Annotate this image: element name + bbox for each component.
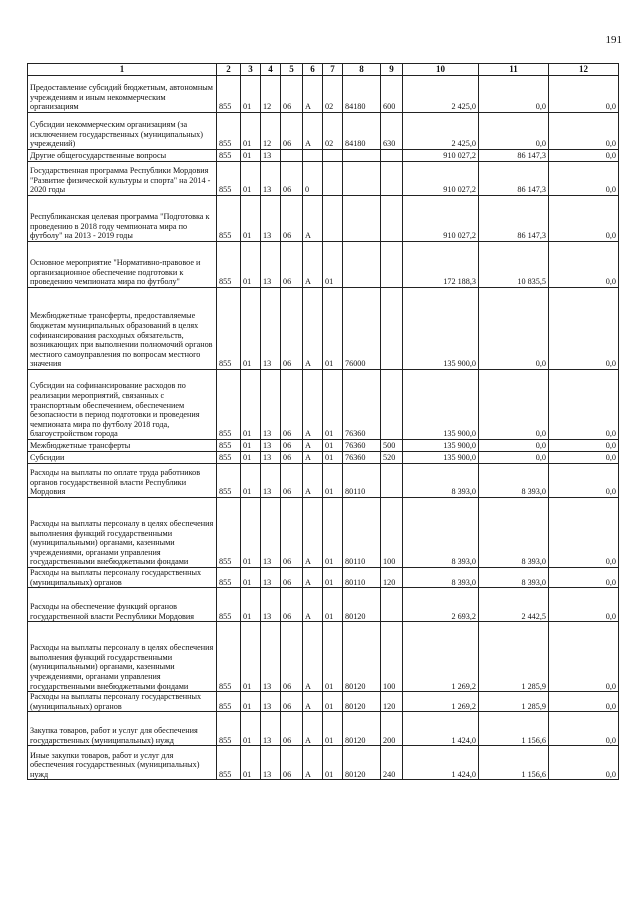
direction-code: 76360: [343, 452, 381, 464]
ministry-code: 855: [217, 370, 241, 440]
subsection-code: 13: [261, 464, 281, 498]
amount-col-10: 2 693,2: [403, 588, 479, 622]
amount-col-12: 0,0: [549, 498, 619, 568]
amount-col-12: 0,0: [549, 113, 619, 150]
row-description: Межбюджетные трансферты, предоставляемые бюджетам муниципальных образований в целях софинансирования расходных обязательств, возникающих при выполнении полномочий органов местного самоуправления по вопросам местного значения: [28, 288, 217, 370]
amount-col-10: 1 269,2: [403, 622, 479, 692]
section-code: 01: [241, 370, 261, 440]
event-code: 01: [323, 622, 343, 692]
row-description: Расходы на выплаты персоналу государственных (муниципальных) органов: [28, 568, 217, 588]
direction-code: [343, 196, 381, 242]
program-code: 06: [281, 76, 303, 113]
event-code: [323, 162, 343, 196]
table-row: [28, 370, 619, 440]
program-code: 06: [281, 288, 303, 370]
subprogram-code: А: [303, 588, 323, 622]
subsection-code: 13: [261, 568, 281, 588]
table-row: [28, 242, 619, 288]
event-code: 02: [323, 113, 343, 150]
direction-code: 84180: [343, 76, 381, 113]
direction-code: 80110: [343, 568, 381, 588]
subprogram-code: А: [303, 76, 323, 113]
table-row: [28, 692, 619, 712]
ministry-code: 855: [217, 692, 241, 712]
row-description: Государственная программа Республики Мордовия "Развитие физической культуры и спорта" на 2014 - 2020 годы: [28, 162, 217, 196]
expense-type-code: [381, 196, 403, 242]
subprogram-code: А: [303, 288, 323, 370]
program-code: 06: [281, 113, 303, 150]
row-description: Иные закупки товаров, работ и услуг для обеспечения государственных (муниципальных) нужд: [28, 746, 217, 780]
ministry-code: 855: [217, 113, 241, 150]
expense-type-code: [381, 242, 403, 288]
amount-col-11: 1 156,6: [479, 746, 549, 780]
section-code: 01: [241, 440, 261, 452]
column-header: 5: [281, 64, 303, 76]
amount-col-10: 135 900,0: [403, 440, 479, 452]
column-header: 7: [323, 64, 343, 76]
direction-code: 80110: [343, 464, 381, 498]
row-description: Основное мероприятие "Нормативно-правовое и организационное обеспечение подготовки к проведению чемпионата мира по футболу": [28, 242, 217, 288]
direction-code: 80120: [343, 712, 381, 746]
section-code: 01: [241, 196, 261, 242]
subsection-code: 13: [261, 242, 281, 288]
table-row: [28, 452, 619, 464]
event-code: [323, 196, 343, 242]
expense-type-code: [381, 588, 403, 622]
amount-col-12: 0,0: [549, 692, 619, 712]
amount-col-11: 8 393,0: [479, 498, 549, 568]
expense-type-code: 100: [381, 622, 403, 692]
table-row: [28, 746, 619, 780]
section-code: 01: [241, 162, 261, 196]
row-description: Субсидии: [28, 452, 217, 464]
direction-code: 80120: [343, 622, 381, 692]
direction-code: 76360: [343, 370, 381, 440]
event-code: [323, 150, 343, 162]
amount-col-12: 0,0: [549, 588, 619, 622]
event-code: 01: [323, 498, 343, 568]
direction-code: [343, 150, 381, 162]
amount-col-12: 0,0: [549, 242, 619, 288]
row-description: Субсидии на софинансирование расходов по реализации мероприятий, связанных с транспортным обеспечением, обеспечением безопасности в период подготовки и проведения чемпионата мира по футболу 2018 года, благоустройством города: [28, 370, 217, 440]
table-row: [28, 76, 619, 113]
subsection-code: 13: [261, 746, 281, 780]
event-code: 01: [323, 288, 343, 370]
amount-col-11: 86 147,3: [479, 196, 549, 242]
subprogram-code: 0: [303, 162, 323, 196]
program-code: 06: [281, 498, 303, 568]
direction-code: [343, 242, 381, 288]
amount-col-11: 0,0: [479, 288, 549, 370]
section-code: 01: [241, 692, 261, 712]
page-number: 191: [605, 34, 622, 46]
row-description: Расходы на выплаты персоналу государственных (муниципальных) органов: [28, 692, 217, 712]
direction-code: 80120: [343, 588, 381, 622]
subprogram-code: А: [303, 622, 323, 692]
column-header: 9: [381, 64, 403, 76]
ministry-code: 855: [217, 452, 241, 464]
event-code: 01: [323, 440, 343, 452]
section-code: 01: [241, 288, 261, 370]
amount-col-11: 8 393,0: [479, 464, 549, 498]
expense-type-code: 500: [381, 440, 403, 452]
row-description: Расходы на выплаты по оплате труда работников органов государственной власти Республики Мордовия: [28, 464, 217, 498]
budget-table: [27, 63, 619, 780]
subprogram-code: А: [303, 692, 323, 712]
program-code: 06: [281, 440, 303, 452]
amount-col-10: 172 188,3: [403, 242, 479, 288]
amount-col-11: 8 393,0: [479, 568, 549, 588]
section-code: 01: [241, 452, 261, 464]
column-header: 11: [479, 64, 549, 76]
subsection-code: 13: [261, 452, 281, 464]
table-row: [28, 162, 619, 196]
amount-col-11: 86 147,3: [479, 150, 549, 162]
subsection-code: 13: [261, 588, 281, 622]
subprogram-code: А: [303, 712, 323, 746]
expense-type-code: 630: [381, 113, 403, 150]
amount-col-12: 0,0: [549, 196, 619, 242]
amount-col-11: 0,0: [479, 76, 549, 113]
direction-code: [343, 162, 381, 196]
row-description: Расходы на выплаты персоналу в целях обеспечения выполнения функций государственными (муниципальными) органами, казенными учреждениями, органами управления государственными внебюджетными фондами: [28, 622, 217, 692]
amount-col-11: 0,0: [479, 113, 549, 150]
ministry-code: 855: [217, 288, 241, 370]
ministry-code: 855: [217, 150, 241, 162]
row-description: Межбюджетные трансферты: [28, 440, 217, 452]
event-code: 01: [323, 712, 343, 746]
ministry-code: 855: [217, 440, 241, 452]
column-header: 3: [241, 64, 261, 76]
program-code: 06: [281, 162, 303, 196]
row-description: Закупка товаров, работ и услуг для обеспечения государственных (муниципальных) нужд: [28, 712, 217, 746]
ministry-code: 855: [217, 162, 241, 196]
subprogram-code: А: [303, 196, 323, 242]
row-description: Республиканская целевая программа "Подготовка к проведению в 2018 году чемпионата мира по футболу" на 2013 - 2019 годы: [28, 196, 217, 242]
subsection-code: 13: [261, 150, 281, 162]
subsection-code: 13: [261, 622, 281, 692]
direction-code: 80120: [343, 746, 381, 780]
subprogram-code: А: [303, 498, 323, 568]
ministry-code: 855: [217, 196, 241, 242]
event-code: 01: [323, 746, 343, 780]
table-row: [28, 568, 619, 588]
amount-col-11: 1 285,9: [479, 692, 549, 712]
subprogram-code: А: [303, 464, 323, 498]
program-code: 06: [281, 746, 303, 780]
section-code: 01: [241, 746, 261, 780]
column-header: 1: [28, 64, 217, 76]
section-code: 01: [241, 568, 261, 588]
expense-type-code: 100: [381, 498, 403, 568]
program-code: [281, 150, 303, 162]
ministry-code: 855: [217, 464, 241, 498]
subsection-code: 13: [261, 712, 281, 746]
subsection-code: 13: [261, 162, 281, 196]
program-code: 06: [281, 588, 303, 622]
amount-col-12: 0,0: [549, 288, 619, 370]
expense-type-code: 520: [381, 452, 403, 464]
table-row: [28, 498, 619, 568]
ministry-code: 855: [217, 746, 241, 780]
program-code: 06: [281, 622, 303, 692]
amount-col-10: 2 425,0: [403, 76, 479, 113]
expense-type-code: 600: [381, 76, 403, 113]
program-code: 06: [281, 452, 303, 464]
amount-col-12: 0,0: [549, 712, 619, 746]
amount-col-10: 1 424,0: [403, 712, 479, 746]
program-code: 06: [281, 464, 303, 498]
subprogram-code: А: [303, 440, 323, 452]
amount-col-12: 0,0: [549, 162, 619, 196]
subprogram-code: А: [303, 370, 323, 440]
amount-col-10: 910 027,2: [403, 196, 479, 242]
subprogram-code: А: [303, 242, 323, 288]
amount-col-10: 8 393,0: [403, 498, 479, 568]
subprogram-code: А: [303, 568, 323, 588]
amount-col-12: 0,0: [549, 452, 619, 464]
column-header: 8: [343, 64, 381, 76]
section-code: 01: [241, 113, 261, 150]
event-code: 01: [323, 568, 343, 588]
column-header: 4: [261, 64, 281, 76]
amount-col-10: 1 269,2: [403, 692, 479, 712]
expense-type-code: [381, 288, 403, 370]
program-code: 06: [281, 712, 303, 746]
subsection-code: 13: [261, 288, 281, 370]
amount-col-12: 0,0: [549, 370, 619, 440]
direction-code: 80110: [343, 498, 381, 568]
amount-col-11: 0,0: [479, 370, 549, 440]
table-row: [28, 150, 619, 162]
section-code: 01: [241, 76, 261, 113]
table-row: [28, 288, 619, 370]
ministry-code: 855: [217, 712, 241, 746]
direction-code: 76000: [343, 288, 381, 370]
event-code: 02: [323, 76, 343, 113]
table-body: [28, 76, 619, 780]
program-code: 06: [281, 568, 303, 588]
amount-col-12: 0,0: [549, 440, 619, 452]
table-row: [28, 464, 619, 498]
direction-code: 76360: [343, 440, 381, 452]
event-code: 01: [323, 242, 343, 288]
subsection-code: 13: [261, 370, 281, 440]
subprogram-code: [303, 150, 323, 162]
section-code: 01: [241, 242, 261, 288]
amount-col-10: 2 425,0: [403, 113, 479, 150]
amount-col-12: 0,0: [549, 568, 619, 588]
direction-code: 80120: [343, 692, 381, 712]
event-code: 01: [323, 370, 343, 440]
subprogram-code: А: [303, 113, 323, 150]
amount-col-11: 0,0: [479, 440, 549, 452]
column-header: 2: [217, 64, 241, 76]
amount-col-12: 0,0: [549, 76, 619, 113]
ministry-code: 855: [217, 242, 241, 288]
subsection-code: 13: [261, 498, 281, 568]
event-code: 01: [323, 452, 343, 464]
subsection-code: 13: [261, 196, 281, 242]
subsection-code: 13: [261, 692, 281, 712]
amount-col-12: 0,0: [549, 622, 619, 692]
subsection-code: 13: [261, 440, 281, 452]
amount-col-11: 1 156,6: [479, 712, 549, 746]
ministry-code: 855: [217, 568, 241, 588]
section-code: 01: [241, 464, 261, 498]
table-row: [28, 588, 619, 622]
table-row: [28, 440, 619, 452]
amount-col-11: 2 442,5: [479, 588, 549, 622]
amount-col-10: 8 393,0: [403, 568, 479, 588]
amount-col-11: 10 835,5: [479, 242, 549, 288]
column-header: 10: [403, 64, 479, 76]
expense-type-code: [381, 162, 403, 196]
expense-type-code: 200: [381, 712, 403, 746]
section-code: 01: [241, 622, 261, 692]
subprogram-code: А: [303, 452, 323, 464]
program-code: 06: [281, 196, 303, 242]
amount-col-12: 0,0: [549, 464, 619, 498]
amount-col-10: 135 900,0: [403, 452, 479, 464]
amount-col-11: 1 285,9: [479, 622, 549, 692]
ministry-code: 855: [217, 588, 241, 622]
ministry-code: 855: [217, 76, 241, 113]
subprogram-code: А: [303, 746, 323, 780]
row-description: Субсидии некоммерческим организациям (за исключением государственных (муниципальных) учреждений): [28, 113, 217, 150]
column-header: 6: [303, 64, 323, 76]
row-description: Предоставление субсидий бюджетным, автономным учреждениям и иным некоммерческим организациям: [28, 76, 217, 113]
amount-col-12: 0,0: [549, 150, 619, 162]
expense-type-code: 240: [381, 746, 403, 780]
event-code: 01: [323, 464, 343, 498]
event-code: 01: [323, 692, 343, 712]
section-code: 01: [241, 150, 261, 162]
expense-type-code: [381, 150, 403, 162]
amount-col-10: 135 900,0: [403, 370, 479, 440]
column-header: 12: [549, 64, 619, 76]
amount-col-11: 86 147,3: [479, 162, 549, 196]
ministry-code: 855: [217, 622, 241, 692]
table-row: [28, 622, 619, 692]
direction-code: 84180: [343, 113, 381, 150]
amount-col-10: 8 393,0: [403, 464, 479, 498]
amount-col-10: 1 424,0: [403, 746, 479, 780]
table-row: [28, 712, 619, 746]
ministry-code: 855: [217, 498, 241, 568]
amount-col-10: 910 027,2: [403, 150, 479, 162]
amount-col-10: 910 027,2: [403, 162, 479, 196]
row-description: Расходы на обеспечение функций органов государственной власти Республики Мордовия: [28, 588, 217, 622]
expense-type-code: [381, 464, 403, 498]
expense-type-code: 120: [381, 692, 403, 712]
amount-col-11: 0,0: [479, 452, 549, 464]
header-row: [28, 64, 619, 76]
expense-type-code: [381, 370, 403, 440]
subsection-code: 12: [261, 113, 281, 150]
event-code: 01: [323, 588, 343, 622]
section-code: 01: [241, 588, 261, 622]
amount-col-12: 0,0: [549, 746, 619, 780]
expense-type-code: 120: [381, 568, 403, 588]
row-description: Другие общегосударственные вопросы: [28, 150, 217, 162]
program-code: 06: [281, 692, 303, 712]
section-code: 01: [241, 712, 261, 746]
amount-col-10: 135 900,0: [403, 288, 479, 370]
subsection-code: 12: [261, 76, 281, 113]
table-row: [28, 196, 619, 242]
table-row: [28, 113, 619, 150]
program-code: 06: [281, 370, 303, 440]
program-code: 06: [281, 242, 303, 288]
row-description: Расходы на выплаты персоналу в целях обеспечения выполнения функций государственными (муниципальными) органами, казенными учреждениями, органами управления государственными внебюджетными фондами: [28, 498, 217, 568]
section-code: 01: [241, 498, 261, 568]
